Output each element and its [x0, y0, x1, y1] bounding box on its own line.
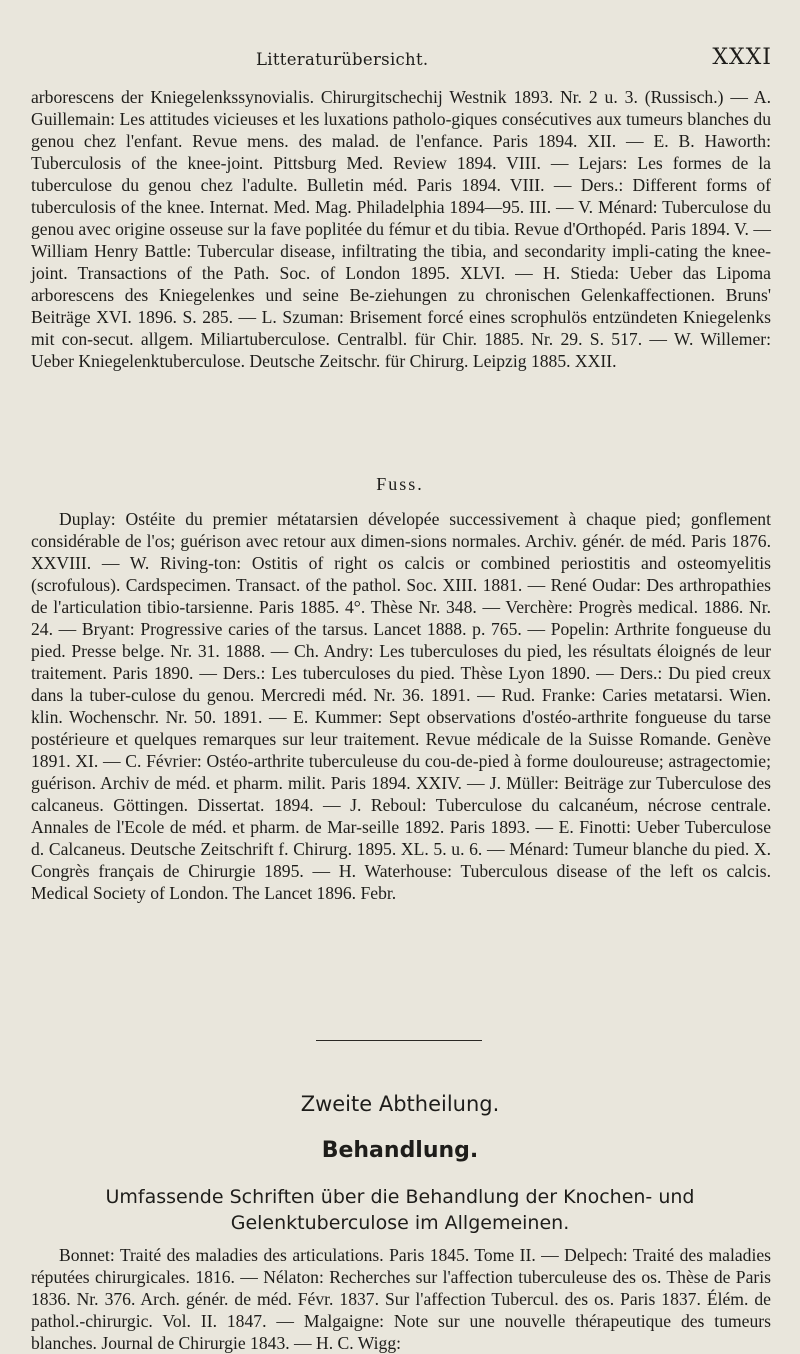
behandlung-heading: Behandlung. [321, 1138, 479, 1163]
fuss-bibliography-block [31, 508, 771, 904]
fuss-bibliography-text: Duplay: Ostéite du premier métatarsien dévelopée successivement à chaque pied; gonflement considérable de l'os; guérison avec retour aux dimen-sions normales. Archiv. génér. de méd. Paris 1876. XXVIII. — W. Riving-ton: Ostitis of right os calcis or combined periostitis and osteomyelitis (scrofulous). Cardspecimen. Transact. of the pathol. Soc. XIII. 1881. — René Oudar: Des arthropathies de l'articulation tibio-tarsienne. Paris 1885. 4°. Thèse Nr. 348. — Verchère: Progrès medical. 1886. Nr. 24. — Bryant: Progressive caries of the tarsus. Lancet 1888. p. 765. — Popelin: Arthrite fongueuse du pied. Presse belge. Nr. 31. 1888. — Ch. Andry: Les tuberculoses du pied, les résultats éloignés de leur traitement. Paris 1890. — Ders.: Les tuberculoses du pied. Thèse Lyon 1890. — Ders.: Du pied creux dans la tuber-culose du genou. Mercredi méd. Nr. 36. 1891. — Rud. Franke: Caries metatarsi. Wien. klin. Wochenschr. Nr. 50. 1891. — E. Kummer: Sept observations d'ostéo-arthrite fongueuse du tarse postérieure et quelques remarques sur leur traitement. Revue médicale de la Suisse Romande. Genève 1891. XI. — C. Février: Ostéo-arthrite tuberculeuse du cou-de-pied à forme douloureuse; astragectomie; guérison. Archiv de méd. et pharm. milit. Paris 1894. XXIV. — J. Müller: Beiträge zur Tuberculose des calcaneus. Göttingen. Dissertat. 1894. — J. Reboul: Tuberculose du calcanéum, nécrose centrale. Annales de l'Ecole de méd. et pharm. de Mar-seille 1892. Paris 1893. — E. Finotti: Ueber Tuberculose d. Calcaneus. Deutsche Zeitschrift f. Chirurg. 1895. XL. 5. u. 6. — Ménard: Tumeur blanche du pied. X. Congrès français de Chirurgie 1895. — H. Waterhouse: Tuberculous disease of the left os calcis. Medical Society of London. The Lancet 1896. Febr. [31, 509, 771, 903]
fuss-heading: Fuss. [376, 474, 424, 494]
treatment-bibliography-text: Bonnet: Traité des maladies des articulations. Paris 1845. Tome II. — Delpech: Traité des maladies réputées chirurgicales. 1816. — Nélaton: Recherches sur l'affection tuberculeuse des os. Thèse de Paris 1836. Nr. 376. Arch. génér. de méd. Févr. 1837. Sur l'affection Tubercul. des os. Paris 1837. Élém. de pathol.-chirurgic. Vol. II. 1847. — Malgaigne: Note sur une nouvelle thérapeutique des tumeurs blanches. Journal de Chirurgie 1843. — H. C. Wigg: [31, 1245, 771, 1353]
section-divider [316, 1040, 482, 1041]
running-title: Litteraturübersicht. [256, 50, 429, 69]
running-header [0, 10, 800, 70]
part-two-title: Zweite Abtheilung. [300, 1092, 500, 1116]
general-writings-subheading: Umfassende Schriften über die Behandlung der Knochen- und Gelenktuberculose im Allgemeinen. [105, 1186, 695, 1234]
page-number: XXXI [712, 45, 772, 70]
knee-bibliography-block [31, 86, 771, 372]
treatment-bibliography-block [31, 1244, 771, 1354]
knee-bibliography-text: arborescens der Kniegelenkssynovialis. Chirurgitschechij Westnik 1893. Nr. 2 u. 3. (Russisch.) — A. Guillemain: Les attitudes vicieuses et les luxations patholo-giques consécutives aux tumeurs blanches du genou chez l'enfant. Revue mens. des malad. de l'enfance. Paris 1894. XII. — E. B. Haworth: Tuberculosis of the knee-joint. Pittsburg Med. Review 1894. VIII. — Lejars: Les formes de la tuberculose du genou chez l'adulte. Bulletin méd. Paris 1894. VIII. — Ders.: Different forms of tuberculosis of the knee. Internat. Med. Mag. Philadelphia 1894—95. III. — V. Ménard: Tuberculose du genou avec origine osseuse sur la fave poplitée du fémur et du tibia. Revue d'Orthopéd. Paris 1894. V. — William Henry Battle: Tubercular disease, infiltrating the tibia, and secondarity impli-cating the knee-joint. Transactions of the Path. Soc. of London 1895. XLVI. — H. Stieda: Ueber das Lipoma arborescens des Kniegelenkes und seine Be-ziehungen zu chronischen Gelenkaffectionen. Bruns' Beiträge XVI. 1896. S. 285. — L. Szuman: Brisement forcé eines scrophulös entzündeten Kniegelenks mit con-secut. allgem. Miliartuberculose. Centralbl. für Chir. 1885. Nr. 29. S. 517. — W. Willemer: Ueber Kniegelenktuberculose. Deutsche Zeitschr. für Chirurg. Leipzig 1885. XXII. [31, 87, 771, 371]
